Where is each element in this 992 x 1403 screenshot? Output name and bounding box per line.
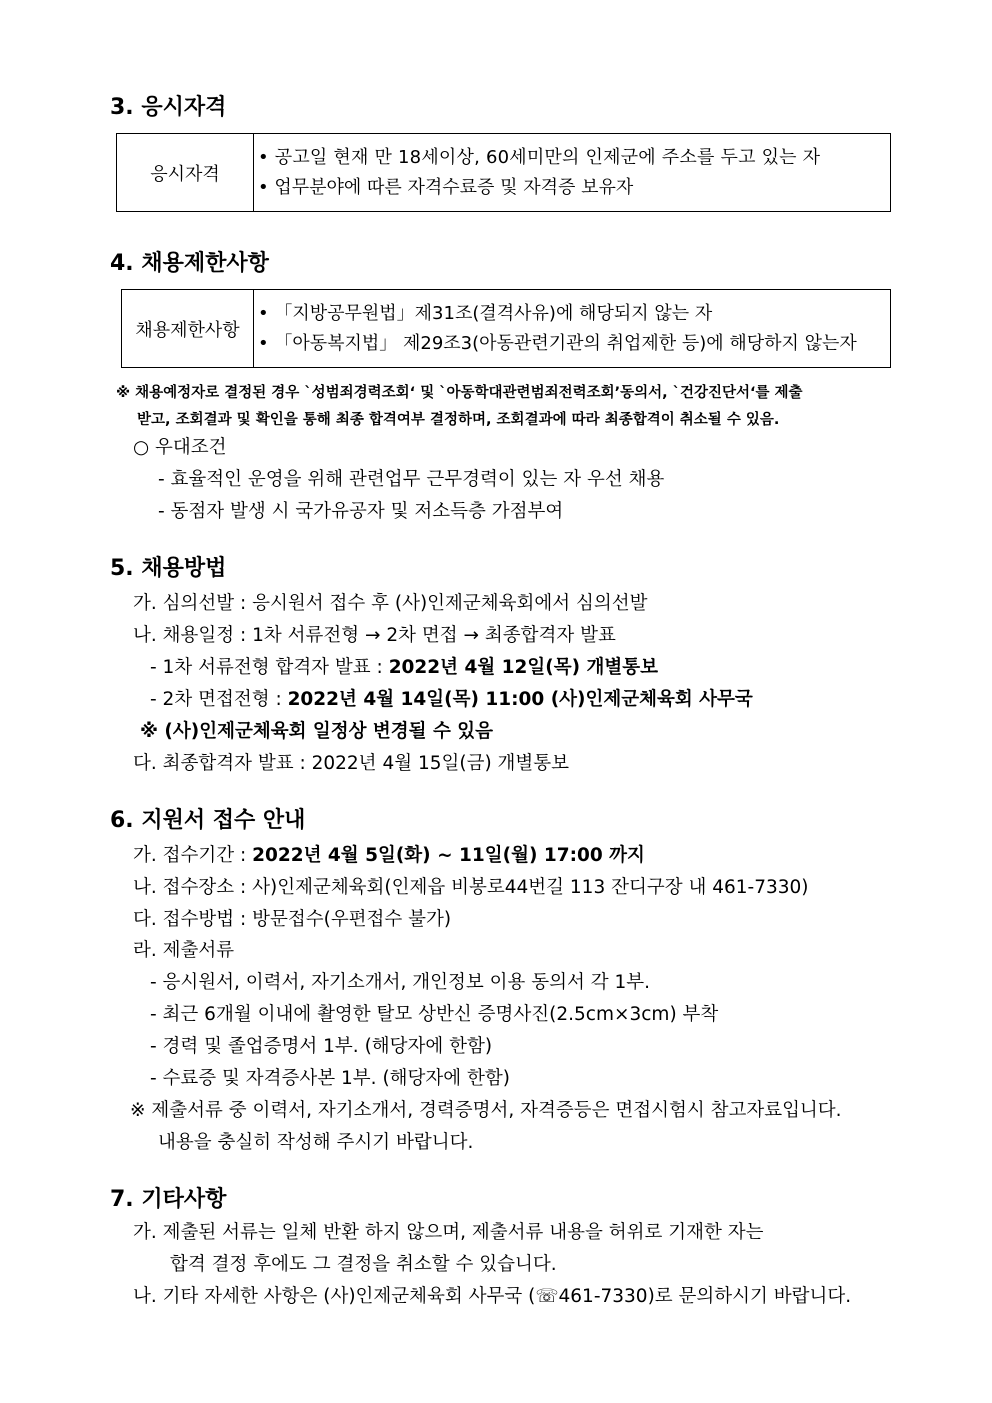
application-period-label: 가. 접수기간 : [133, 845, 253, 866]
application-period-value: 2022년 4월 5일(화) ~ 11일(월) 17:00 까지 [252, 845, 645, 866]
document-item: - 경력 및 졸업증명서 1부. (해당자에 한함) [150, 1036, 493, 1057]
schedule-change-note: ※ (사)인제군체육회 일정상 변경될 수 있음 [140, 721, 494, 742]
document-item: - 최근 6개월 이내에 촬영한 탈모 상반신 증명사진(2.5cm×3cm) 부착 [150, 1004, 719, 1025]
documents-note-line-2: 내용을 충실히 작성해 주시기 바랍니다. [158, 1132, 474, 1153]
preference-title: ○ 우대조건 [133, 437, 227, 458]
application-period-line [133, 841, 645, 867]
restriction-note-line-2: 받고, 조회결과 및 확인을 통해 최종 합격여부 결정하며, 조회결과에 따라 최종합격이 취소될 수 있음. [137, 412, 780, 428]
final-announcement-line: 다. 최종합격자 발표 : 2022년 4월 15일(금) 개별통보 [133, 753, 570, 774]
qualification-table [116, 133, 891, 212]
documents-note-line-1: ※ 제출서류 중 이력서, 자기소개서, 경력증명서, 자격증등은 면접시험시 참고자료입니다. [130, 1100, 842, 1121]
step-1-line [150, 653, 658, 679]
screening-line: 가. 심의선발 : 응시원서 접수 후 (사)인제군체육회에서 심의선발 [133, 593, 648, 614]
section-4-heading: 4. 채용제한사항 [110, 251, 269, 276]
restriction-table [121, 289, 891, 368]
step-1-label: - 1차 서류전형 합격자 발표 : [150, 657, 389, 678]
section-5-heading: 5. 채용방법 [110, 556, 227, 581]
step-2-date: 2022년 4월 14일(목) 11:00 (사)인제군체육회 사무국 [287, 689, 753, 710]
qualification-bullet: • 공고일 현재 만 18세이상, 60세미만의 인제군에 주소를 두고 있는 자 [258, 146, 821, 168]
preference-item: - 효율적인 운영을 위해 관련업무 근무경력이 있는 자 우선 채용 [158, 469, 665, 490]
other-notice-line-1: 가. 제출된 서류는 일체 반환 하지 않으며, 제출서류 내용을 허위로 기재한 자는 [133, 1222, 764, 1243]
documents-title: 라. 제출서류 [133, 940, 235, 961]
restriction-bullets [254, 290, 891, 368]
document-item: - 수료증 및 자격증사본 1부. (해당자에 한함) [150, 1068, 510, 1089]
restriction-bullet: • 「지방공무원법」제31조(결격사유)에 해당되지 않는 자 [258, 302, 713, 324]
qualification-label: 응시자격 [117, 134, 254, 212]
application-method-line: 다. 접수방법 : 방문접수(우편접수 불가) [133, 909, 452, 930]
section-7-heading: 7. 기타사항 [110, 1187, 227, 1212]
restriction-label: 채용제한사항 [122, 290, 254, 368]
step-2-line [150, 685, 753, 711]
restriction-bullet: • 「아동복지법」 제29조3(아동관련기관의 취업제한 등)에 해당하지 않는자 [258, 332, 857, 354]
qualification-bullet: • 업무분야에 따른 자격수료증 및 자격증 보유자 [258, 176, 634, 198]
step-2-label: - 2차 면접전형 : [150, 689, 288, 710]
section-6-heading: 6. 지원서 접수 안내 [110, 808, 306, 833]
document-item: - 응시원서, 이력서, 자기소개서, 개인정보 이용 동의서 각 1부. [150, 972, 651, 993]
other-notice-line-2: 합격 결정 후에도 그 결정을 취소할 수 있습니다. [170, 1254, 557, 1275]
preference-item: - 동점자 발생 시 국가유공자 및 저소득층 가점부여 [158, 501, 564, 522]
schedule-line: 나. 채용일정 : 1차 서류전형 → 2차 면접 → 최종합격자 발표 [133, 625, 616, 646]
qualification-bullets [254, 134, 891, 212]
section-3-heading: 3. 응시자격 [110, 95, 227, 120]
step-1-date: 2022년 4월 12일(목) 개별통보 [388, 657, 658, 678]
restriction-note-line-1: ※ 채용예정자로 결정된 경우 `성범죄경력조회‘ 및 `아동학대관련범죄전력조회’동의서, `건강진단서‘를 제출 [116, 385, 803, 401]
application-place-line: 나. 접수장소 : 사)인제군체육회(인제읍 비봉로44번길 113 잔디구장 내 461-7330) [133, 877, 809, 898]
contact-line: 나. 기타 자세한 사항은 (사)인제군체육회 사무국 (☏461-7330)로 문의하시기 바랍니다. [133, 1286, 852, 1307]
